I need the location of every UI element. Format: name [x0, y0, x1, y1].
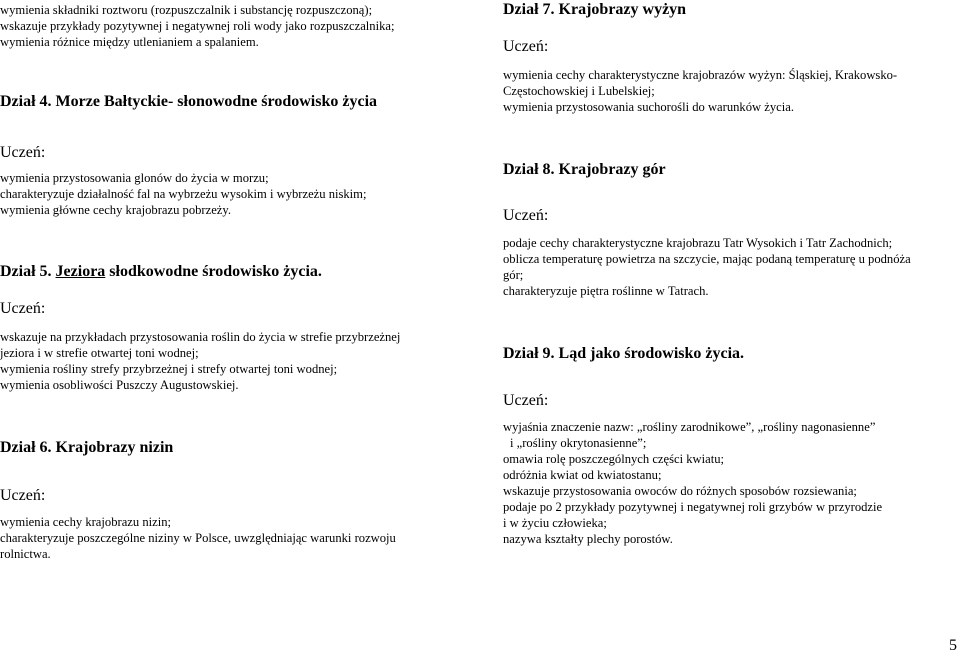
section-title-dzial-9: Dział 9. Ląd jako środowisko życia.	[503, 345, 745, 362]
list-item: i w życiu człowieka;	[503, 516, 607, 530]
title-underlined: Jeziora	[55, 263, 106, 280]
section-title-dzial-7: Dział 7. Krajobrazy wyżyn	[503, 1, 687, 18]
intro-line: wymienia różnice między utlenianiem a spalaniem.	[0, 35, 259, 49]
uczen-label: Uczeń:	[0, 300, 46, 317]
list-item: wymienia główne cechy krajobrazu pobrzeży.	[0, 203, 232, 217]
list-item: oblicza temperaturę powietrza na szczycie, mając podaną temperaturę u podnóża	[503, 252, 911, 266]
uczen-label: Uczeń:	[0, 487, 46, 504]
uczen-label: Uczeń:	[503, 207, 549, 224]
intro-line: wskazuje przykłady pozytywnej i negatywnej roli wody jako rozpuszczalnika;	[0, 19, 395, 33]
list-item: charakteryzuje piętra roślinne w Tatrach.	[503, 284, 709, 298]
list-item: wymienia przystosowania glonów do życia w morzu;	[0, 171, 269, 185]
uczen-label: Uczeń:	[0, 144, 46, 161]
list-item: odróżnia kwiat od kwiatostanu;	[503, 468, 662, 482]
list-item: wskazuje na przykładach przystosowania roślin do życia w strefie przybrzeżnej	[0, 330, 401, 344]
list-item: wskazuje przystosowania owoców do różnych sposobów rozsiewania;	[503, 484, 857, 498]
list-item: jeziora i w strefie otwartej toni wodnej;	[0, 346, 199, 360]
list-item: wymienia rośliny strefy przybrzeżnej i strefy otwartej toni wodnej;	[0, 362, 338, 376]
list-item: Częstochowskiej i Lubelskiej;	[503, 84, 655, 98]
section-title-dzial-8: Dział 8. Krajobrazy gór	[503, 161, 666, 178]
list-item: omawia rolę poszczególnych części kwiatu;	[503, 452, 724, 466]
uczen-label: Uczeń:	[503, 392, 549, 409]
intro-line: wymienia składniki roztworu (rozpuszczalnik i substancję rozpuszczoną);	[0, 3, 373, 17]
list-item: charakteryzuje poszczególne niziny w Polsce, uwzględniając warunki rozwoju	[0, 531, 396, 545]
list-item: nazywa kształty plechy porostów.	[503, 532, 673, 546]
title-prefix: Dział 5.	[0, 263, 56, 280]
list-item: rolnictwa.	[0, 547, 51, 561]
section-title-dzial-6: Dział 6. Krajobrazy nizin	[0, 439, 174, 456]
list-item: charakteryzuje działalność fal na wybrzeżu wysokim i wybrzeżu niskim;	[0, 187, 367, 201]
list-item: podaje po 2 przykłady pozytywnej i negatywnej roli grzybów w przyrodzie	[503, 500, 883, 514]
list-item: wymienia cechy charakterystyczne krajobrazów wyżyn: Śląskiej, Krakowsko-	[503, 68, 898, 82]
list-item: wyjaśnia znaczenie nazw: „rośliny zarodnikowe”, „rośliny nagonasienne”	[503, 420, 876, 434]
list-item: wymienia przystosowania suchorośli do warunków życia.	[503, 100, 794, 114]
section-title-dzial-5	[0, 262, 322, 282]
section-title-dzial-4: Dział 4. Morze Bałtyckie- słonowodne środowisko życia	[0, 93, 378, 110]
uczen-label: Uczeń:	[503, 38, 549, 55]
list-item: podaje cechy charakterystyczne krajobrazu Tatr Wysokich i Tatr Zachodnich;	[503, 236, 893, 250]
page-number: 5	[949, 637, 957, 654]
title-suffix: słodkowodne środowisko życia.	[105, 263, 322, 280]
list-item: gór;	[503, 268, 524, 282]
list-item: i „rośliny okrytonasienne”;	[510, 436, 647, 450]
list-item: wymienia cechy krajobrazu nizin;	[0, 515, 171, 529]
list-item: wymienia osobliwości Puszczy Augustowskiej.	[0, 378, 239, 392]
